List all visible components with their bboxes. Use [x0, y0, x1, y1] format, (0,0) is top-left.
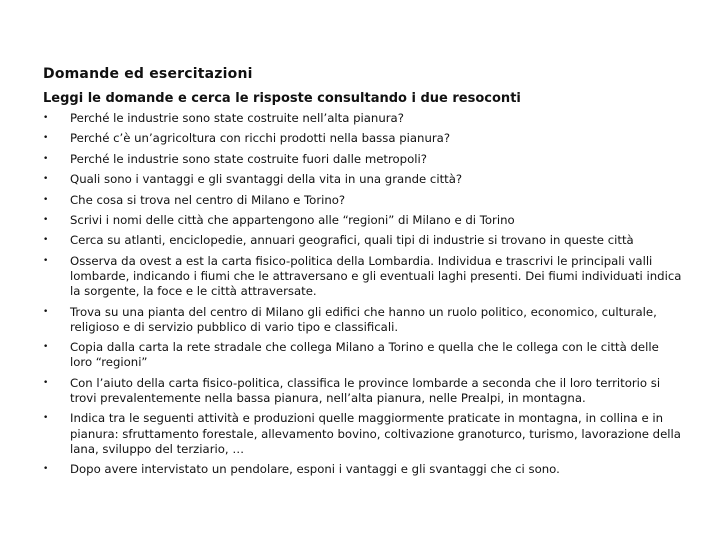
bullet-icon: • [43, 306, 49, 317]
list-item-text: Perché le industrie sono state costruite nell’alta pianura? [70, 111, 404, 125]
bullet-icon: • [43, 153, 49, 164]
list-item [43, 213, 683, 228]
list-item-text: Perché le industrie sono state costruite fuori dalle metropoli? [70, 151, 427, 166]
bullet-icon: • [43, 194, 49, 205]
list-item [43, 233, 683, 248]
list-item [43, 152, 683, 167]
bullet-icon: • [43, 377, 49, 388]
list-item [43, 376, 683, 406]
question-list [43, 111, 683, 483]
list-item-text: Che cosa si trova nel centro di Milano e Torino? [70, 192, 346, 207]
list-item-text: Osserva da ovest a est la carta fisico-politica della Lombardia. Individua e trascrivi le principali valli lombarde, indicando i fiumi che le attraversano e gli eventuali laghi presenti. Dei fiumi individuati indica la sorgente, la foce e le città attraversate. [70, 253, 682, 299]
list-item [43, 411, 683, 457]
list-item-text: Quali sono i vantaggi e gli svantaggi della vita in una grande città? [70, 172, 463, 187]
list-item [43, 193, 683, 208]
bullet-icon: • [43, 413, 49, 424]
bullet-icon: • [43, 255, 49, 266]
bullet-icon: • [43, 133, 49, 144]
bullet-icon: • [43, 214, 49, 225]
instructions-heading: Leggi le domande e cerca le risposte consultando i due resoconti [43, 91, 521, 106]
list-item-text: Scrivi i nomi delle città che appartengono alle “regioni” di Milano e di Torino [70, 212, 515, 227]
list-item [43, 305, 683, 335]
list-item-text: Trova su una pianta del centro di Milano gli edifici che hanno un ruolo politico, economico, culturale, religioso e di servizio pubblico di vario tipo e classificali. [70, 304, 657, 334]
list-item-text: Perché c’è un’agricoltura con ricchi prodotti nella bassa pianura? [70, 131, 451, 146]
list-item [43, 111, 683, 126]
list-item [43, 254, 683, 300]
list-item-text: Indica tra le seguenti attività e produzioni quelle maggiormente praticate in montagna, in collina e in pianura: sfruttamento forestale, allevamento bovino, coltivazione granoturco, turismo, lavorazione della lana, sviluppo del terziario, … [70, 411, 681, 456]
bullet-icon: • [43, 342, 49, 353]
list-item-text: Con l’aiuto della carta fisico-politica, classifica le province lombarde a seconda che il loro territorio si trovi prevalentemente nella bassa pianura, nell’alta pianura, nelle Prealpi, in montagna. [70, 375, 661, 405]
list-item [43, 340, 683, 370]
list-item-text: Dopo avere intervistato un pendolare, esponi i vantaggi e gli svantaggi che ci sono. [70, 462, 560, 477]
bullet-icon: • [43, 235, 49, 246]
bullet-icon: • [43, 464, 49, 475]
bullet-icon: • [43, 113, 49, 123]
list-item-text: Cerca su atlanti, enciclopedie, annuari geografici, quali tipi di industrie si trovano in queste città [70, 233, 634, 248]
list-item [43, 172, 683, 187]
page-title: Domande ed esercitazioni [43, 66, 253, 82]
list-item-text: Copia dalla carta la rete stradale che collega Milano a Torino e quella che le collega con le città delle loro “regioni” [70, 340, 659, 370]
list-item [43, 131, 683, 146]
list-item [43, 462, 683, 477]
bullet-icon: • [43, 174, 49, 185]
